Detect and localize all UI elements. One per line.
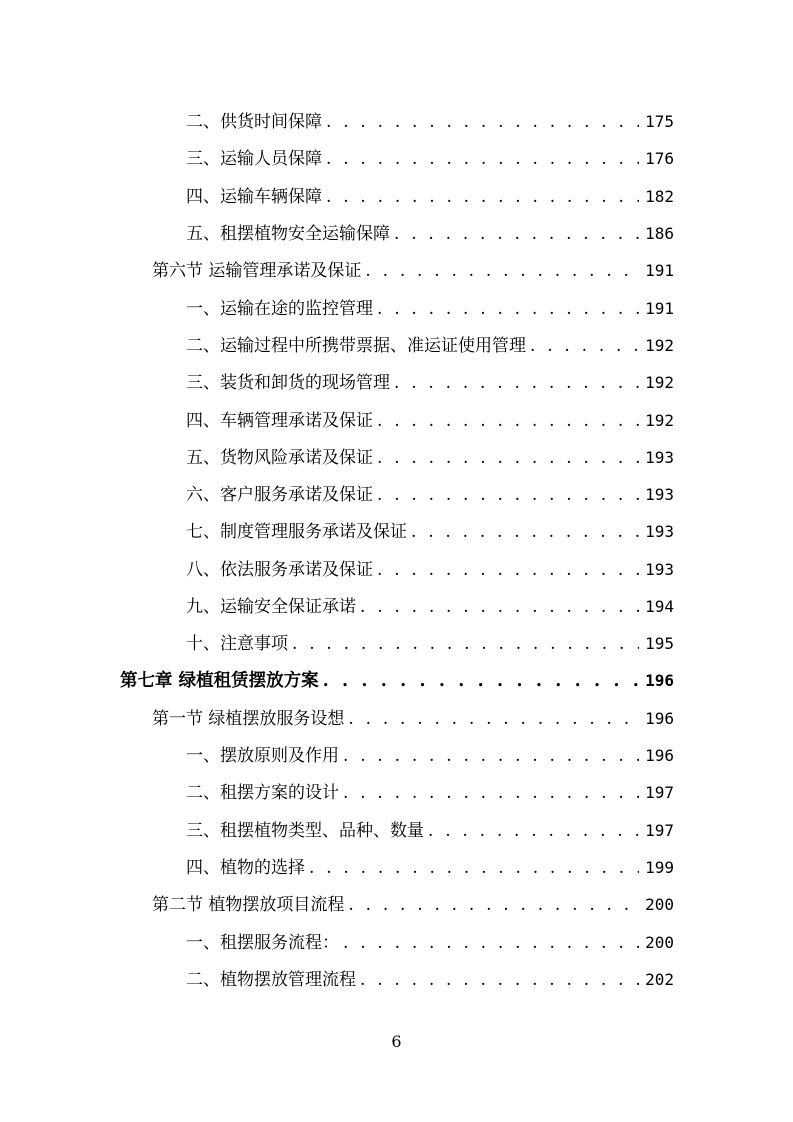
toc-entry-page-number: 197 <box>645 820 674 840</box>
toc-entry-page-number: 191 <box>645 261 674 281</box>
toc-entry-title: 三、运输人员保障 <box>186 149 322 170</box>
toc-entry-title: 三、装货和卸货的现场管理 <box>186 373 390 394</box>
toc-entry[interactable] <box>0 474 793 511</box>
toc-entry-title: 一、运输在途的监控管理 <box>186 298 373 319</box>
toc-entry[interactable] <box>0 138 793 175</box>
toc-entry-title: 四、车辆管理承诺及保证 <box>186 410 373 431</box>
dot-leader <box>326 149 639 169</box>
dot-leader <box>343 933 639 953</box>
toc-entry-page-number: 193 <box>645 522 674 542</box>
toc-entry-title: 五、租摆植物安全运输保障 <box>186 224 390 245</box>
dot-leader <box>377 560 639 580</box>
toc-entry-page-number: 196 <box>645 708 674 728</box>
toc-entry-title: 二、植物摆放管理流程 <box>186 969 356 990</box>
dot-leader <box>411 522 639 542</box>
dot-leader <box>394 224 639 244</box>
toc-entry-title: 九、运输安全保证承诺 <box>186 597 356 617</box>
toc-entry[interactable] <box>0 959 793 996</box>
toc-entry-line <box>186 555 674 580</box>
dot-leader <box>360 970 639 990</box>
toc-entry-page-number: 192 <box>645 335 674 355</box>
dot-leader <box>377 448 639 468</box>
toc-entry-line <box>186 517 674 542</box>
toc-entry-page-number: 196 <box>645 670 674 690</box>
toc-entry-title: 二、租摆方案的设计 <box>186 783 339 804</box>
toc-entry[interactable] <box>0 660 793 697</box>
toc-entry-line <box>186 219 674 244</box>
table-of-contents <box>0 101 793 996</box>
toc-entry[interactable] <box>0 399 793 436</box>
dot-leader <box>326 112 639 132</box>
dot-leader <box>377 411 639 431</box>
toc-entry-line <box>186 107 674 132</box>
dot-leader <box>343 746 639 766</box>
toc-entry[interactable] <box>0 698 793 735</box>
toc-entry-line <box>152 890 674 915</box>
toc-entry[interactable] <box>0 847 793 884</box>
toc-entry-line <box>186 480 674 505</box>
toc-entry[interactable] <box>0 922 793 959</box>
toc-entry-line <box>186 443 674 468</box>
toc-entry-line <box>186 406 674 431</box>
toc-entry-page-number: 186 <box>645 224 674 244</box>
toc-entry[interactable] <box>0 549 793 586</box>
dot-leader <box>360 597 639 617</box>
toc-entry-line <box>186 629 674 654</box>
dot-leader <box>365 261 639 281</box>
dot-leader <box>292 634 639 654</box>
toc-entry-line <box>186 965 674 990</box>
toc-entry[interactable] <box>0 213 793 250</box>
toc-entry-line <box>186 741 674 766</box>
dot-leader <box>323 671 640 691</box>
toc-entry[interactable] <box>0 101 793 138</box>
toc-entry-title: 第一节 绿植摆放服务设想 <box>152 708 345 729</box>
toc-entry-title: 八、依法服务承诺及保证 <box>186 559 373 580</box>
dot-leader <box>309 858 639 878</box>
toc-entry-title: 三、租摆植物类型、品种、数量 <box>186 820 424 841</box>
toc-entry-page-number: 193 <box>645 447 674 467</box>
toc-entry[interactable] <box>0 362 793 399</box>
toc-entry[interactable] <box>0 511 793 548</box>
dot-leader <box>348 709 639 729</box>
toc-entry-page-number: 196 <box>645 746 674 766</box>
toc-entry-line <box>186 592 674 617</box>
toc-entry-line <box>186 182 674 207</box>
toc-entry-page-number: 191 <box>645 298 674 318</box>
toc-entry[interactable] <box>0 437 793 474</box>
toc-entry-title: 第二节 植物摆放项目流程 <box>152 895 345 916</box>
toc-entry-title: 第七章 绿植租赁摆放方案 <box>120 670 319 691</box>
dot-leader <box>343 783 639 803</box>
dot-leader <box>428 821 639 841</box>
toc-entry[interactable] <box>0 810 793 847</box>
dot-leader <box>377 485 639 505</box>
toc-entry-page-number: 192 <box>645 373 674 393</box>
dot-leader <box>377 299 639 319</box>
toc-entry-line <box>186 331 674 356</box>
toc-entry-page-number: 194 <box>645 597 674 616</box>
toc-entry-title: 一、摆放原则及作用 <box>186 746 339 767</box>
page-number: 6 <box>391 1032 402 1051</box>
toc-entry-page-number: 200 <box>645 895 674 915</box>
toc-entry-line <box>186 144 674 169</box>
toc-entry[interactable] <box>0 772 793 809</box>
toc-entry-page-number: 176 <box>645 149 674 169</box>
toc-entry[interactable] <box>0 176 793 213</box>
toc-entry[interactable] <box>0 250 793 287</box>
toc-entry-line <box>152 704 674 729</box>
toc-entry-page-number: 192 <box>645 410 674 430</box>
toc-entry-line <box>186 294 674 319</box>
toc-entry[interactable] <box>0 623 793 660</box>
dot-leader <box>394 373 639 393</box>
toc-entry-title: 五、货物风险承诺及保证 <box>186 447 373 468</box>
toc-entry-title: 四、运输车辆保障 <box>186 186 322 207</box>
toc-entry-page-number: 197 <box>645 783 674 803</box>
toc-entry-title: 七、制度管理服务承诺及保证 <box>186 522 407 543</box>
toc-entry[interactable] <box>0 287 793 324</box>
toc-entry-page-number: 200 <box>645 932 674 952</box>
toc-entry-page-number: 175 <box>645 112 674 132</box>
toc-entry-title: 二、供货时间保障 <box>186 112 322 133</box>
dot-leader <box>348 895 639 915</box>
toc-entry-page-number: 202 <box>645 969 674 989</box>
toc-entry-title: 二、运输过程中所携带票据、准运证使用管理 <box>186 335 526 356</box>
dot-leader <box>326 187 639 207</box>
toc-entry-title: 十、注意事项 <box>186 634 288 655</box>
toc-entry-line <box>186 928 674 953</box>
toc-entry-title: 第六节 运输管理承诺及保证 <box>152 261 362 282</box>
toc-entry-title: 一、租摆服务流程： <box>186 932 339 953</box>
toc-entry-line <box>186 853 674 878</box>
toc-entry[interactable] <box>0 884 793 921</box>
toc-entry-title: 六、客户服务承诺及保证 <box>186 485 373 506</box>
toc-entry-line <box>120 667 674 692</box>
toc-entry-page-number: 195 <box>645 634 674 654</box>
toc-entry-line <box>152 256 674 281</box>
toc-entry[interactable] <box>0 586 793 623</box>
toc-entry[interactable] <box>0 325 793 362</box>
toc-entry-page-number: 193 <box>645 559 674 579</box>
toc-entry-line <box>186 368 674 393</box>
toc-entry-line <box>186 816 674 841</box>
toc-entry-page-number: 199 <box>645 858 674 878</box>
dot-leader <box>530 336 639 356</box>
toc-entry-page-number: 182 <box>645 186 674 206</box>
toc-entry[interactable] <box>0 735 793 772</box>
toc-entry-page-number: 193 <box>645 485 674 505</box>
toc-entry-title: 四、植物的选择 <box>186 858 305 879</box>
toc-entry-line <box>186 778 674 803</box>
